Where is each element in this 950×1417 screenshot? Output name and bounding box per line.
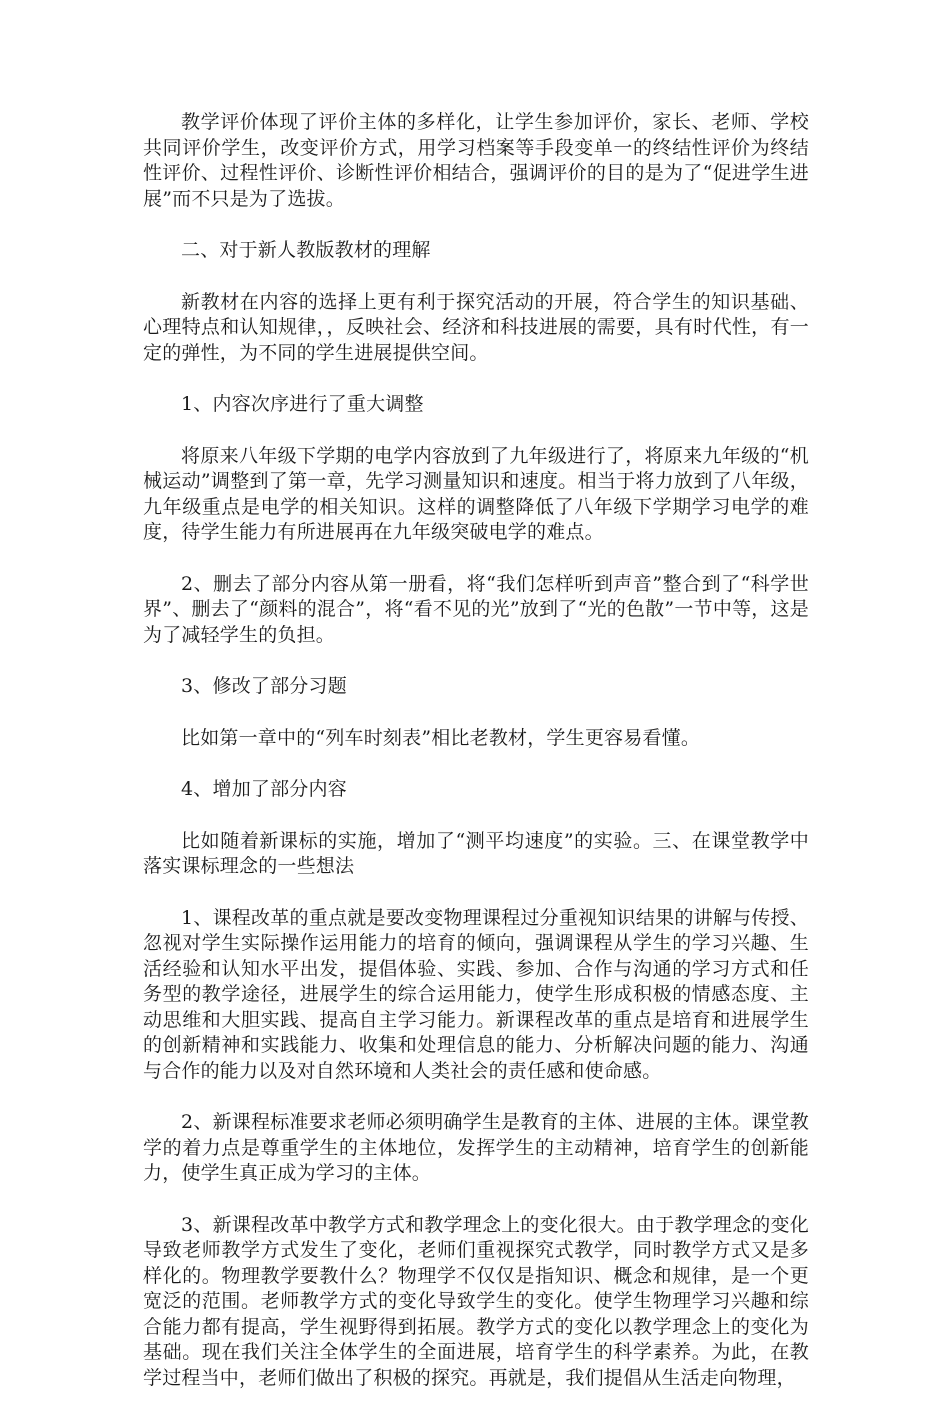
document-body [143, 110, 809, 1417]
paragraph-student-subject: 2、新课程标准要求老师必须明确学生是教育的主体、进展的主体。课堂教学的着力点是尊重学生的主体地位，发挥学生的主动精神，培育学生的创新能力，使学生真正成为学习的主体。 [143, 1111, 809, 1184]
paragraph-new-textbook: 新教材在内容的选择上更有利于探究活动的开展，符合学生的知识基础、心理特点和认知规律，，反映社会、经济和科技进展的需要，具有时代性，有一定的弹性，为不同的学生进展提供空间。 [143, 290, 809, 364]
paragraph-added-content: 比如随着新课标的实施，增加了“测平均速度”的实验。三、在课堂教学中落实课标理念的一些想法 [143, 829, 809, 877]
paragraph-modified-exercises: 比如第一章中的“列车时刻表”相比老教材，学生更容易看懂。 [181, 726, 701, 749]
paragraph-removed-content: 2、删去了部分内容从第一册看，将“我们怎样听到声音”整合到了“科学世界”、删去了“颜料的混合”，将“看不见的光”放到了“光的色散”一节中等，这是为了减轻学生的负担。 [143, 572, 809, 646]
paragraph-content-order: 将原来八年级下学期的电学内容放到了九年级进行了，将原来九年级的“机械运动”调整到了第一章，先学习测量知识和速度。相当于将力放到了八年级，九年级重点是电学的相关知识。这样的调整降低了八年级下学期学习电学的难度，待学生能力有所进展再在九年级突破电学的难点。 [143, 444, 809, 543]
subheading-content-order: 1、内容次序进行了重大调整 [181, 393, 424, 415]
paragraph-teaching-change: 3、新课程改革中教学方式和教学理念上的变化很大。由于教学理念的变化导致老师教学方式发生了变化，老师们重视探究式教学，同时教学方式又是多样化的。物理教学要教什么？物理学不仅仅是指知识、概念和规律，是一个更宽泛的范围。老师教学方式的变化导致学生的变化。使学生物理学习兴趣和综合能力都有提高，学生视野得到拓展。教学方式的变化以教学理念上的变化为基础。现在我们关注全体学生的全面进展，培育学生的科学素养。为此，在教学过程当中，老师们做出了积极的探究。再就是，我们提倡从生活走向物理， [143, 1213, 809, 1389]
paragraph-evaluation: 教学评价体现了评价主体的多样化，让学生参加评价，家长、老师、学校共同评价学生，改变评价方式，用学习档案等手段变单一的终结性评价为终结性评价、过程性评价、诊断性评价相结合，强调评价的目的是为了“促进学生进展”而不只是为了选拔。 [143, 111, 809, 210]
section-heading-textbook: 二、对于新人教版教材的理解 [181, 239, 431, 261]
subheading-added-content: 4、增加了部分内容 [181, 778, 347, 800]
paragraph-reform-focus: 1、课程改革的重点就是要改变物理课程过分重视知识结果的讲解与传授、忽视对学生实际操作运用能力的培育的倾向，强调课程从学生的学习兴趣、生活经验和认知水平出发，提倡体验、实践、参加、合作与沟通的学习方式和任务型的教学途径，进展学生的综合运用能力，使学生形成积极的情感态度、主动思维和大胆实践、提高自主学习能力。新课程改革的重点是培育和进展学生的创新精神和实践能力、收集和处理信息的能力、分析解决问题的能力、沟通与合作的能力以及对自然环境和人类社会的责任感和使命感。 [143, 906, 809, 1082]
subheading-modified-exercises: 3、修改了部分习题 [181, 675, 347, 697]
